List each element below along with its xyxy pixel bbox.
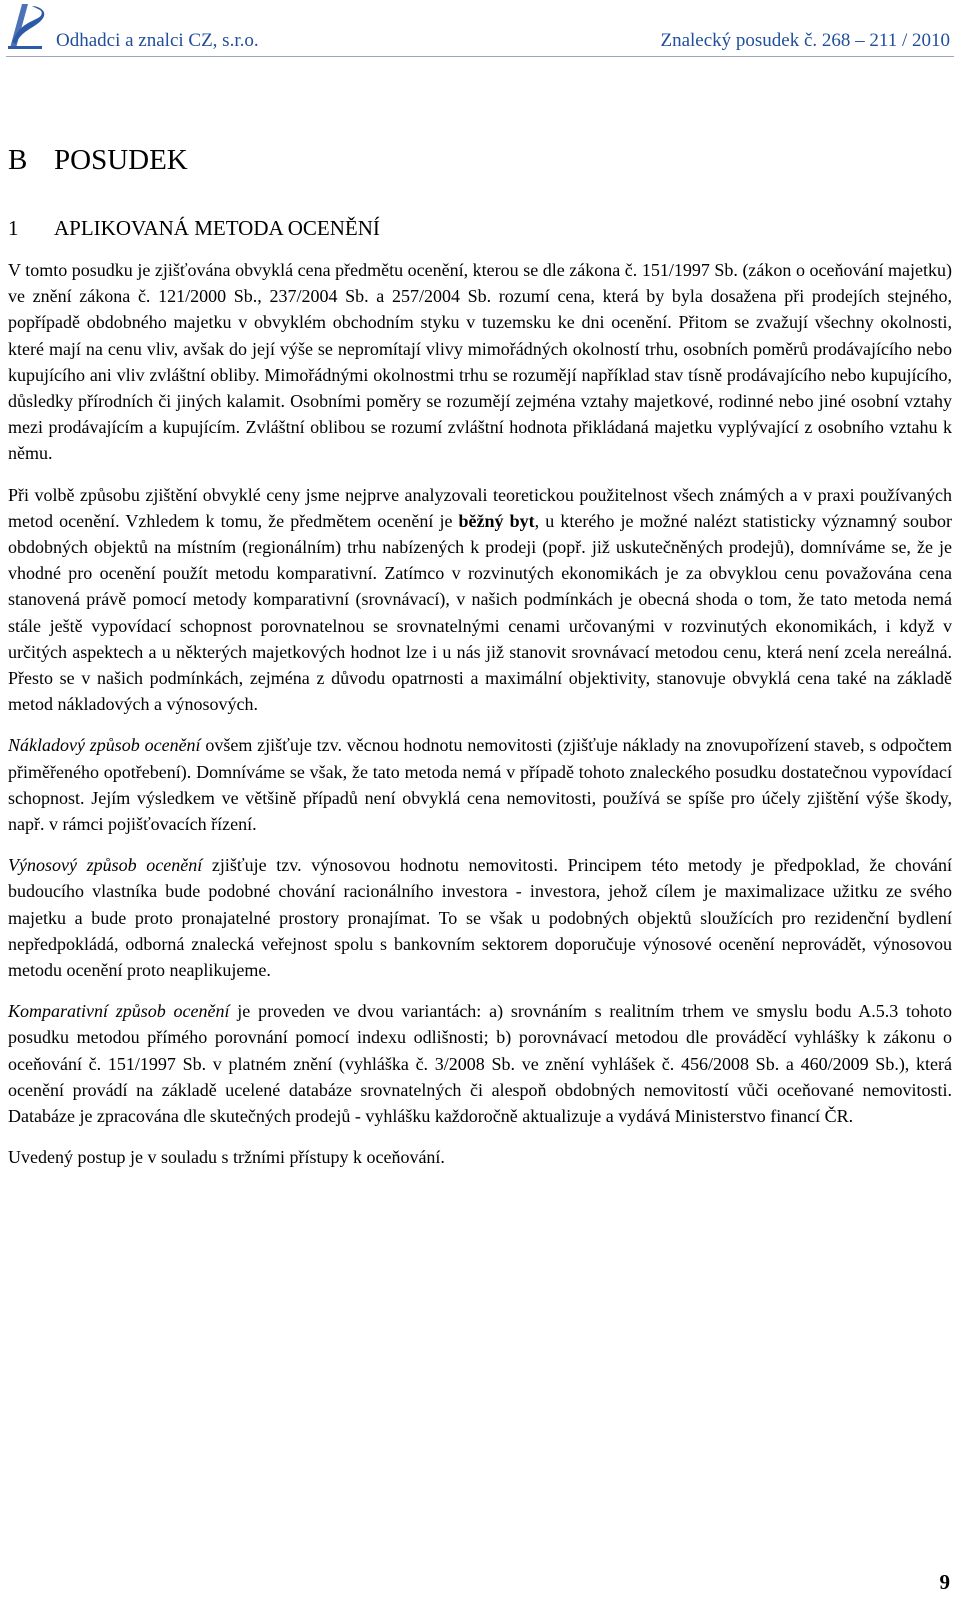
paragraph-market-value-definition: V tomto posudku je zjišťována obvyklá cena předmětu ocenění, kterou se dle zákona č. 151/1997 Sb. (zákon o oceňování majetku) ve znění zákona č. 121/2000 Sb., 237/2004 Sb. a 257/2004 Sb. rozumí cena, která by byla dosažena při prodejích stejného, popřípadě obdobného majetku v obvyklém obchodním styku v tuzemsku ke dni ocenění. Přitom se zvažují všechny okolnosti, které mají na cenu vliv, avšak do její výše se nepromítají vlivy mimořádných okolností trhu, osobních poměrů prodávajícího nebo kupujícího ani vliv zvláštní obliby. Mimořádnými okolnostmi trhu se rozumějí například stav tísně prodávajícího nebo kupujícího, důsledky přírodních či jiných kalamit. Osobními poměry se rozumějí zejména vztahy majetkové, rodinné nebo jiné osobní vztahy mezi prodávajícím a kupujícím. Zvláštní oblibou se rozumí zvláštní hodnota přikládaná majetku vyplývající z osobního vztahu k němu. [8,260,952,464]
subsection-number: 1 [8,216,19,240]
paragraph-text: je proveden ve dvou variantách: a) srovnáním s realitním trhem ve smyslu bodu A.5.3 tohoto posudku metodou přímého porovnání pomocí indexu odlišnosti; b) porovnávací metodou dle prováděcí vyhlášky k zákonu o oceňování č. 151/1997 Sb. v platném znění (vyhláška č. 3/2008 Sb. ve znění vyhlášek č. 456/2008 Sb. a 460/2009 Sb.), která ocenění provádí na základě ucelené databáze srovnatelných či alespoň obdobných nemovitostí vůči oceňované nemovitosti. Databáze je zpracována dle skutečných prodejů - vyhlášku každoročně aktualizuje a vydává Ministerstvo financí ČR. [8,1001,952,1127]
page-number: 9 [939,1570,950,1594]
section-title: POSUDEK [54,144,188,176]
document-reference: Znalecký posudek č. 268 – 211 / 2010 [660,30,950,51]
paragraph-cost-method [8,732,952,837]
paragraph-text: ovšem zjišťuje tzv. věcnou hodnotu nemovitosti (zjišťuje náklady na znovupořízení staveb, s odpočtem přiměřeného opotřebení). Domníváme se však, že tato metoda nemá v případě tohoto znaleckého posudku dostatečnou vypovídací schopnost. Jejím výsledkem ve většině případů není obvyklá cena nemovitosti, používá se spíše pro účely zjištění výše škody, např. v rámci pojišťovacích řízení. [8,735,953,835]
section-number: B [8,144,28,176]
paragraph-text: , u kterého je možné nalézt statisticky významný soubor obdobných objektů na místním (regionálním) trhu nabízených k prodeji (popř. již uskutečněných prodejů), domníváme se, že je vhodné pro ocenění použít metodu komparativní. Zatímco v rozvinutých ekonomikách je za obvyklou cenu považována cena stanovená právě pomocí metody komparativní (srovnávací), v našich podmínkách je obecná shoda o tom, že tato metoda nemá stále ještě vypovídací schopnost porovnatelnou se srovnatelnými cenami určovanými v rozvinutých ekonomikách, i když v určitých aspektech a u některých majetkových hodnot lze i u nás již stanovit srovnávací metodou cenu, která není zcela nereálná. Přesto se v našich podmínkách, zejména z důvodu opatrnosti a maximální objektivity, stanovuje obvyklá cena také na základě metod nákladových a výnosových. [8,510,952,715]
paragraph-text: zjišťuje tzv. výnosovou hodnotu nemovitosti. Principem této metody je předpoklad, že chování budoucího vlastníka bude podobné chování racionálního investora - investora, jehož cílem je maximalizace užitku ze svého majetku a bude proto pronajatelné prostory pronajímat. To se však u podobných objektů sloužících pro rezidenční bydlení nepředpokládá, odborná znalecká veřejnost spolu s bankovním sektorem doporučuje výnosové ocenění neprovádět, výnosovou metodu ocenění proto neaplikujeme. [8,855,952,981]
paragraph-comparative-method [8,998,952,1129]
page-header [0,0,960,58]
company-name: Odhadci a znalci CZ, s.r.o. [56,30,259,51]
section-heading [8,144,188,177]
subsection-title: APLIKOVANÁ METODA OCENĚNÍ [54,216,380,240]
subsection-heading [8,216,380,241]
paragraph-text: Při volbě způsobu zjištění obvyklé ceny jsme nejprve analyzovali teoretickou použitelnost všech známých a v praxi používaných metod ocenění. Vzhledem k tomu, že předmětem ocenění je [8,484,952,531]
paragraph-income-method [8,852,952,983]
company-logo-icon [8,2,46,50]
paragraph-conclusion: Uvedený postup je v souladu s tržními přístupy k oceňování. [8,1147,445,1168]
emphasis-bold: běžný byt [458,510,535,531]
header-divider [6,56,954,57]
method-name: Komparativní způsob ocenění [8,1001,230,1022]
method-name: Výnosový způsob ocenění [8,855,203,876]
document-body [8,257,952,1186]
method-name: Nákladový způsob ocenění [8,735,201,756]
paragraph-method-selection [8,482,952,718]
